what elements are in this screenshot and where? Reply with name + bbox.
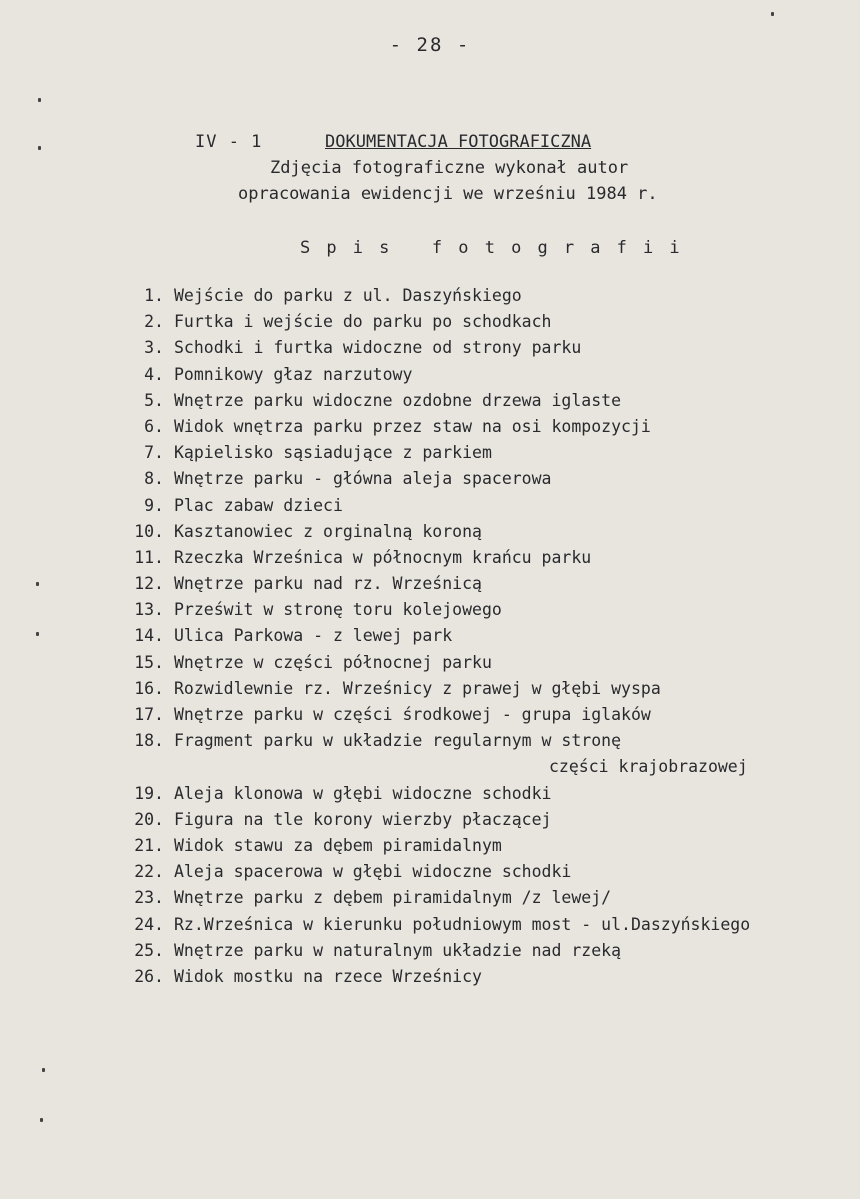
- list-item-number: 12.: [134, 574, 164, 594]
- list-item-text: Rzeczka Wrześnica w północnym krańcu parku: [174, 547, 592, 567]
- list-item-number: 18.: [134, 731, 164, 751]
- list-item-number: 4.: [144, 364, 164, 384]
- margin-mark: [38, 98, 41, 102]
- list-item: [120, 941, 840, 967]
- list-item: [120, 915, 840, 941]
- list-item-number: 17.: [134, 705, 164, 724]
- list-item: [120, 757, 840, 783]
- list-item-number: 25.: [134, 940, 164, 960]
- list-item: [120, 522, 840, 548]
- list-item-text: Wnętrze parku w naturalnym układzie nad rzeką: [174, 940, 622, 960]
- list-item-text: części krajobrazowej: [549, 757, 748, 777]
- list-item-number: 26.: [134, 966, 164, 986]
- list-item-text: Rz.Wrześnica w kierunku południowym most - ul.Daszyńskiego: [174, 914, 751, 934]
- list-item: [120, 417, 840, 443]
- list-item: [120, 862, 840, 888]
- list-item: [120, 888, 840, 914]
- list-item: [120, 600, 840, 626]
- list-item: [120, 365, 840, 391]
- subtitle-line-1: Zdjęcia fotograficzne wykonał autor: [270, 158, 629, 178]
- subtitle-line-2: opracowania ewidencji we wrześniu 1984 r.: [238, 184, 658, 204]
- list-item-number: 1.: [144, 286, 164, 305]
- list-item: [120, 391, 840, 417]
- list-item: [120, 574, 840, 600]
- list-item: [120, 312, 840, 338]
- list-item-number: 2.: [144, 312, 164, 332]
- list-item-text: Wnętrze w części północnej parku: [174, 652, 492, 672]
- list-item: [120, 836, 840, 862]
- list-item-text: Wnętrze parku nad rz. Wrześnicą: [174, 574, 482, 594]
- list-item-text: Prześwit w stronę toru kolejowego: [174, 600, 502, 620]
- list-heading: Spis fotografii: [300, 238, 696, 258]
- margin-mark: [36, 632, 39, 636]
- list-item-text: Kąpielisko sąsiadujące z parkiem: [174, 443, 492, 463]
- list-item-number: 7.: [144, 443, 164, 463]
- list-item-number: 6.: [144, 416, 164, 436]
- margin-mark: [38, 146, 41, 150]
- list-item-number: 23.: [134, 888, 164, 908]
- list-item-number: 19.: [134, 783, 164, 803]
- list-item-text: Widok mostku na rzece Wrześnicy: [174, 966, 482, 986]
- list-item: [120, 731, 840, 757]
- list-item: [120, 967, 840, 993]
- list-item-number: 10.: [134, 521, 164, 541]
- list-item: [120, 705, 840, 731]
- list-item-text: Widok stawu za dębem piramidalnym: [174, 835, 502, 855]
- list-item-text: Wnętrze parku widoczne ozdobne drzewa iglaste: [174, 390, 622, 410]
- list-item-number: 13.: [134, 600, 164, 620]
- list-item-text: Wnętrze parku - główna aleja spacerowa: [174, 469, 552, 489]
- list-item-number: 8.: [144, 469, 164, 489]
- section-code: IV - 1: [195, 132, 263, 152]
- margin-mark: [771, 12, 774, 16]
- list-item-number: 5.: [144, 390, 164, 410]
- list-item-text: Figura na tle korony wierzby płaczącej: [174, 809, 552, 829]
- list-item-number: 11.: [134, 547, 164, 567]
- list-item-number: 22.: [134, 862, 164, 882]
- list-item-text: Plac zabaw dzieci: [174, 495, 343, 515]
- margin-mark: [42, 1068, 45, 1072]
- list-item: [120, 548, 840, 574]
- list-item: [120, 653, 840, 679]
- list-item-text: Widok wnętrza parku przez staw na osi kompozycji: [174, 416, 651, 436]
- margin-mark: [36, 582, 39, 586]
- list-item: [120, 496, 840, 522]
- list-item-number: 24.: [134, 914, 164, 934]
- list-item: [120, 469, 840, 495]
- list-item-number: 3.: [144, 338, 164, 358]
- photo-list: [120, 286, 840, 993]
- list-item-number: 15.: [134, 652, 164, 672]
- list-item-text: Rozwidlewnie rz. Wrześnicy z prawej w głębi wyspa: [174, 678, 661, 698]
- list-item: [120, 626, 840, 652]
- list-item-number: 20.: [134, 809, 164, 829]
- page-number: - 28 -: [389, 34, 471, 56]
- list-item: [120, 810, 840, 836]
- list-item-text: Kasztanowiec z orginalną koroną: [174, 521, 482, 541]
- list-item-text: Ulica Parkowa - z lewej park: [174, 626, 453, 646]
- list-item-text: Wejście do parku z ul. Daszyńskiego: [174, 286, 522, 305]
- section-title: DOKUMENTACJA FOTOGRAFICZNA: [325, 132, 592, 152]
- list-item-text: Furtka i wejście do parku po schodkach: [174, 312, 552, 332]
- list-item-text: Schodki i furtka widoczne od strony parku: [174, 338, 582, 358]
- list-item-text: Wnętrze parku w części środkowej - grupa iglaków: [174, 705, 651, 724]
- list-item-text: Aleja spacerowa w głębi widoczne schodki: [174, 862, 572, 882]
- list-item: [120, 443, 840, 469]
- list-item-text: Aleja klonowa w głębi widoczne schodki: [174, 783, 552, 803]
- list-item: [120, 784, 840, 810]
- list-item-text: Wnętrze parku z dębem piramidalnym /z lewej/: [174, 888, 612, 908]
- list-item-number: 14.: [134, 626, 164, 646]
- list-item: [120, 338, 840, 364]
- margin-mark: [40, 1118, 43, 1122]
- list-item-number: 9.: [144, 495, 164, 515]
- list-item-text: Pomnikowy głaz narzutowy: [174, 364, 413, 384]
- list-item: [120, 679, 840, 705]
- list-item-number: 16.: [134, 678, 164, 698]
- list-item-number: 21.: [134, 835, 164, 855]
- list-item: [120, 286, 840, 312]
- list-item-text: Fragment parku w układzie regularnym w stronę: [174, 731, 622, 751]
